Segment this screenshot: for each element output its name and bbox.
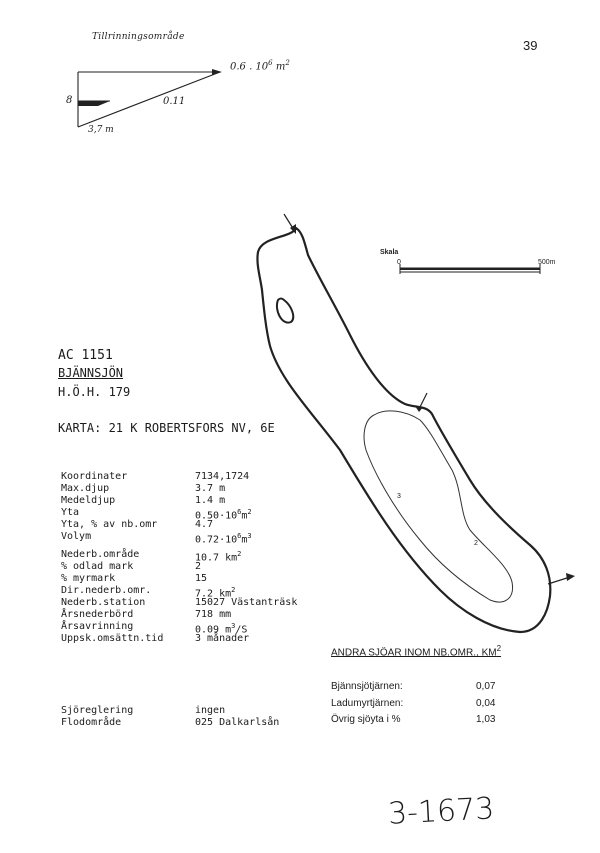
other-lake-name: Ladumyrtjärnen:	[331, 698, 404, 709]
lake-altitude: H.Ö.H. 179	[58, 385, 131, 399]
stat-value: 025 Dalkarlsån	[195, 717, 280, 728]
stat-label: Uppsk.omsättn.tid	[61, 633, 164, 644]
lake-id: AC 1151	[58, 348, 113, 363]
stat-label: Koordinater	[61, 471, 128, 482]
scale-end: 500m	[538, 259, 556, 266]
stat-label: Yta, % av nb.omr	[61, 519, 158, 530]
tillflode-area: 0.6 . $10^6$ $m^2$	[230, 59, 290, 73]
stat-value: 0.09 $m^3/S$	[195, 622, 248, 636]
stat-value: 1.4 m	[195, 495, 226, 506]
scale-start: 0	[397, 259, 401, 266]
stat-value: 2	[195, 561, 202, 572]
stat-value: 10.7 $km^2$	[195, 550, 242, 564]
tillflode-depth: 8	[66, 95, 73, 106]
scale-label: Skala	[380, 249, 399, 256]
stat-label: Nederb.område	[61, 549, 140, 560]
lake-name: BJÄNNSJÖN	[58, 366, 124, 380]
stat-value: 3.7 m	[195, 483, 226, 494]
stat-label: Årsnederbörd	[61, 609, 134, 620]
tillflode-slope: 0.11	[163, 96, 186, 107]
stat-value: 15	[195, 573, 208, 584]
stat-label: Dir.nederb.omr.	[61, 585, 152, 596]
stat-label: Volym	[61, 531, 92, 542]
stat-label: % myrmark	[61, 573, 116, 584]
stat-value: 7.2 $km^2$	[195, 586, 236, 600]
other-lake-name: Bjännsjötjärnen:	[331, 681, 403, 692]
stat-label: Nederb.station	[61, 597, 146, 608]
other-lake-value: 0,04	[476, 698, 496, 709]
map-sheet: KARTA: 21 K ROBERTSFORS NV, 6E	[58, 421, 275, 435]
stat-value: $0.72\cdot 10^6m^3$	[195, 532, 252, 546]
stat-label: Medeldjup	[61, 495, 116, 506]
stat-value: 15027 Västanträsk	[195, 597, 298, 608]
other-lake-value: 0,07	[476, 681, 496, 692]
other-lake-value: 1,03	[476, 714, 496, 725]
stat-value: $0.50\cdot 10^6m^2$	[195, 508, 252, 522]
other-lakes-heading: ANDRA SJÖAR INOM NB.OMR., $KM^2$	[331, 644, 502, 659]
contour-label-outer: 3	[397, 493, 401, 500]
stat-label: Max.djup	[61, 483, 110, 494]
page-number: 39	[523, 38, 538, 53]
stat-label: Årsavrinning	[61, 621, 134, 632]
stat-value: 718 mm	[195, 609, 232, 620]
stat-label: Sjöreglering	[61, 705, 134, 716]
lake-island	[277, 299, 293, 323]
stat-label: Flodområde	[61, 717, 122, 728]
contour-label-inner: 2	[474, 540, 478, 547]
other-lake-name: Övrig sjöyta i %	[331, 714, 401, 725]
lake-shoreline	[257, 228, 550, 632]
tillflode-depth-unit: 3,7 m	[88, 125, 114, 135]
handwritten-number: 3-1673	[387, 791, 496, 832]
stat-value: ingen	[195, 705, 226, 716]
stat-value: 3 månader	[195, 633, 250, 644]
tillflode-title: Tillrinningsområde	[92, 32, 185, 42]
stat-value: 4.7	[195, 519, 214, 530]
stat-label: % odlad mark	[61, 561, 134, 572]
stat-value: 7134,1724	[195, 471, 250, 482]
stat-label: Yta	[61, 507, 80, 518]
